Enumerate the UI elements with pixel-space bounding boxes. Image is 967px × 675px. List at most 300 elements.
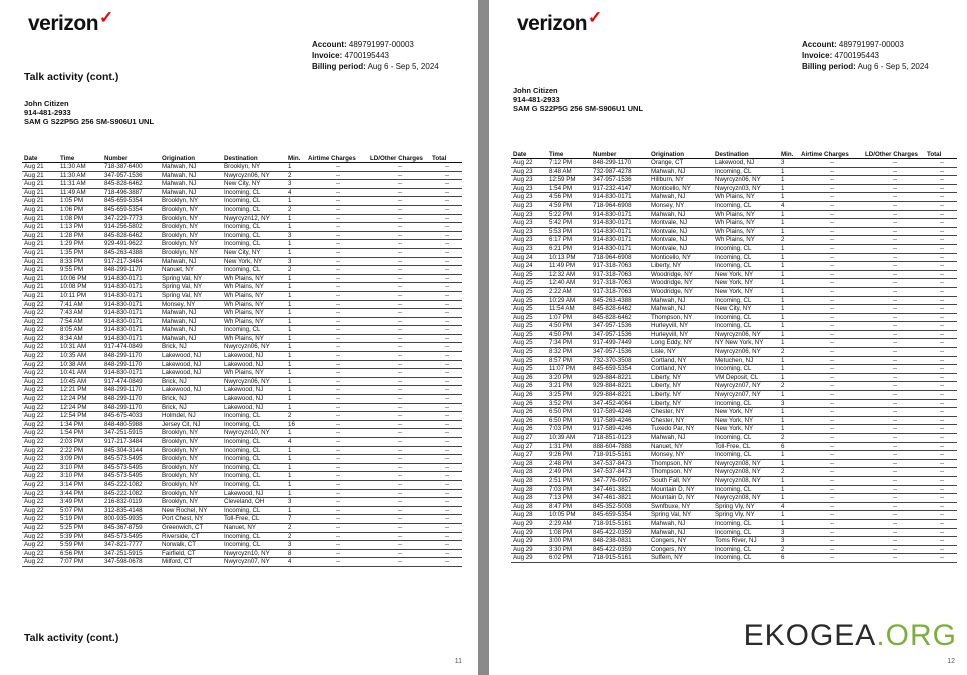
- table-cell: New York, NY: [222, 257, 286, 266]
- table-cell: Woodridge, NY: [649, 270, 713, 279]
- table-cell: --: [925, 528, 957, 537]
- table-cell: 1: [286, 300, 306, 309]
- table-cell: 845-828-6462: [102, 231, 160, 240]
- table-cell: Aug 28: [511, 494, 547, 503]
- table-cell: Nwyrcyzn06, NY: [222, 343, 286, 352]
- table-cell: 845-573-5495: [102, 455, 160, 464]
- table-cell: 845-659-5354: [591, 365, 649, 374]
- table-cell: --: [925, 442, 957, 451]
- table-cell: Aug 22: [22, 403, 58, 412]
- table-row: [511, 330, 957, 339]
- table-cell: --: [863, 236, 925, 245]
- table-cell: Incoming, CL: [713, 451, 779, 460]
- table-cell: --: [306, 438, 368, 447]
- table-cell: NY New York, NY: [713, 339, 779, 348]
- table-row: [22, 180, 462, 189]
- table-cell: New Rochel, NY: [160, 506, 222, 515]
- table-cell: Nwyrcyzn08, NY: [713, 494, 779, 503]
- table-cell: 845-659-5354: [591, 511, 649, 520]
- table-cell: Incoming, CL: [713, 519, 779, 528]
- table-cell: --: [799, 476, 863, 485]
- table-cell: 1: [779, 279, 799, 288]
- table-cell: Aug 22: [22, 300, 58, 309]
- table-cell: Nanuet, NY: [160, 266, 222, 275]
- table-cell: --: [925, 159, 957, 168]
- table-cell: 914-830-0171: [102, 326, 160, 335]
- table-cell: Mahwah, NJ: [160, 309, 222, 318]
- table-cell: 5:39 PM: [58, 532, 102, 541]
- table-cell: --: [925, 399, 957, 408]
- table-cell: 917-318-7063: [591, 262, 649, 271]
- table-cell: --: [430, 455, 462, 464]
- table-cell: Montvale, NJ: [649, 227, 713, 236]
- table-cell: Aug 23: [511, 219, 547, 228]
- table-row: [511, 305, 957, 314]
- table-cell: 1: [286, 334, 306, 343]
- table-row: [511, 270, 957, 279]
- table-cell: --: [925, 391, 957, 400]
- table-cell: 845-263-4388: [102, 248, 160, 257]
- table-cell: --: [863, 330, 925, 339]
- table-cell: Nwyrcyzn06, NY: [713, 330, 779, 339]
- table-cell: Aug 27: [511, 434, 547, 443]
- table-cell: Nwyrcyzn03, NY: [713, 184, 779, 193]
- table-cell: --: [799, 451, 863, 460]
- table-cell: --: [799, 365, 863, 374]
- table-cell: Incoming, CL: [713, 485, 779, 494]
- table-cell: 1: [779, 305, 799, 314]
- table-cell: Nwyrcyzn08, NY: [713, 468, 779, 477]
- table-cell: --: [430, 420, 462, 429]
- table-cell: --: [863, 554, 925, 563]
- column-header: Min.: [286, 155, 306, 163]
- table-cell: --: [306, 412, 368, 421]
- table-row: [22, 489, 462, 498]
- table-row: [511, 287, 957, 296]
- table-cell: 845-659-5354: [102, 205, 160, 214]
- table-row: [22, 549, 462, 558]
- table-cell: 1:28 PM: [58, 231, 102, 240]
- table-cell: Lisle, NY: [649, 348, 713, 357]
- table-cell: 1: [779, 296, 799, 305]
- table-cell: --: [799, 408, 863, 417]
- table-cell: --: [306, 506, 368, 515]
- table-cell: 848-299-1170: [102, 403, 160, 412]
- check-mark-icon: ✓: [99, 8, 113, 27]
- table-cell: Incoming, CL: [713, 262, 779, 271]
- table-cell: New York, NY: [713, 416, 779, 425]
- table-cell: 718-387-6400: [102, 163, 160, 172]
- table-cell: Aug 22: [22, 334, 58, 343]
- table-cell: 718-851-0123: [591, 434, 649, 443]
- table-cell: 845-828-6462: [591, 313, 649, 322]
- table-cell: 914-830-0171: [591, 227, 649, 236]
- table-row: [22, 326, 462, 335]
- column-header: Time: [58, 155, 102, 163]
- table-cell: --: [306, 334, 368, 343]
- table-cell: 6:17 PM: [547, 236, 591, 245]
- table-cell: Aug 22: [22, 352, 58, 361]
- table-cell: 2:03 PM: [58, 438, 102, 447]
- table-cell: Spring Val, NY: [160, 291, 222, 300]
- table-cell: 347-537-8473: [591, 459, 649, 468]
- table-cell: Spring Vly, NY: [713, 511, 779, 520]
- table-cell: Mahwah, NJ: [649, 519, 713, 528]
- table-cell: --: [863, 184, 925, 193]
- table-row: [511, 425, 957, 434]
- table-cell: Mahwah, NJ: [649, 193, 713, 202]
- table-cell: 1: [779, 339, 799, 348]
- table-cell: --: [799, 434, 863, 443]
- table-cell: Incoming, CL: [222, 438, 286, 447]
- table-cell: --: [925, 219, 957, 228]
- table-cell: 2: [286, 171, 306, 180]
- table-cell: --: [799, 348, 863, 357]
- table-cell: 1: [286, 274, 306, 283]
- table-cell: 1: [286, 291, 306, 300]
- table-cell: --: [368, 214, 430, 223]
- table-cell: 347-957-1536: [591, 348, 649, 357]
- table-cell: 1: [286, 163, 306, 172]
- table-cell: Incoming, CL: [222, 412, 286, 421]
- table-row: [22, 360, 462, 369]
- table-row: [22, 300, 462, 309]
- table-cell: --: [863, 373, 925, 382]
- table-row: [22, 446, 462, 455]
- table-cell: --: [925, 485, 957, 494]
- table-cell: --: [368, 283, 430, 292]
- table-cell: 4:50 PM: [547, 330, 591, 339]
- table-cell: Hillburn, NY: [649, 176, 713, 185]
- table-cell: Incoming, CL: [222, 266, 286, 275]
- table-cell: Monsey, NY: [649, 201, 713, 210]
- table-cell: --: [306, 515, 368, 524]
- table-row: [22, 352, 462, 361]
- table-cell: Brick, NJ: [160, 343, 222, 352]
- table-cell: --: [799, 193, 863, 202]
- table-cell: --: [799, 296, 863, 305]
- table-cell: 1:07 PM: [547, 313, 591, 322]
- table-cell: 845-422-0359: [591, 545, 649, 554]
- table-cell: --: [863, 468, 925, 477]
- table-cell: 3: [286, 231, 306, 240]
- table-cell: 8:57 PM: [547, 356, 591, 365]
- table-row: [511, 442, 957, 451]
- table-row: [511, 451, 957, 460]
- table-cell: --: [430, 506, 462, 515]
- table-cell: --: [430, 463, 462, 472]
- table-cell: --: [863, 545, 925, 554]
- table-cell: --: [430, 343, 462, 352]
- table-cell: Montvale, NJ: [649, 219, 713, 228]
- table-row: [511, 391, 957, 400]
- table-cell: --: [430, 317, 462, 326]
- table-cell: 6:21 PM: [547, 244, 591, 253]
- table-cell: 11:07 PM: [547, 365, 591, 374]
- table-cell: --: [430, 180, 462, 189]
- table-cell: Aug 24: [511, 262, 547, 271]
- table-cell: 7:07 PM: [58, 558, 102, 567]
- table-cell: --: [368, 455, 430, 464]
- table-cell: --: [306, 291, 368, 300]
- table-row: [511, 408, 957, 417]
- column-header: Number: [591, 151, 649, 159]
- table-cell: Aug 21: [22, 223, 58, 232]
- table-cell: --: [368, 205, 430, 214]
- table-cell: Spring Val, NY: [649, 511, 713, 520]
- table-cell: --: [799, 545, 863, 554]
- table-row: [22, 223, 462, 232]
- table-cell: 2: [286, 523, 306, 532]
- table-cell: Aug 27: [511, 451, 547, 460]
- table-cell: Thompson, NY: [649, 313, 713, 322]
- table-cell: 917-232-4147: [591, 184, 649, 193]
- table-cell: Thompson, NY: [649, 459, 713, 468]
- table-cell: Mahwah, NJ: [160, 326, 222, 335]
- table-cell: Aug 25: [511, 365, 547, 374]
- table-cell: 1: [286, 343, 306, 352]
- table-row: [511, 159, 957, 168]
- table-cell: Lakewood, NJ: [222, 395, 286, 404]
- table-cell: --: [799, 382, 863, 391]
- table-cell: --: [863, 253, 925, 262]
- table-cell: Aug 22: [22, 438, 58, 447]
- table-cell: --: [925, 502, 957, 511]
- table-cell: Aug 21: [22, 283, 58, 292]
- table-row: [22, 541, 462, 550]
- table-cell: --: [925, 554, 957, 563]
- table-cell: 1:54 PM: [58, 429, 102, 438]
- table-cell: VM Deposit, CL: [713, 373, 779, 382]
- talk-activity-table: [511, 151, 957, 563]
- table-cell: --: [306, 420, 368, 429]
- table-cell: --: [799, 322, 863, 331]
- table-cell: Aug 26: [511, 416, 547, 425]
- table-cell: Aug 21: [22, 214, 58, 223]
- table-cell: --: [863, 365, 925, 374]
- table-cell: --: [799, 236, 863, 245]
- table-cell: --: [430, 438, 462, 447]
- table-row: [22, 283, 462, 292]
- table-cell: 6:50 PM: [547, 416, 591, 425]
- table-cell: Aug 25: [511, 313, 547, 322]
- table-cell: --: [925, 184, 957, 193]
- table-cell: Wh Plains, NY: [222, 309, 286, 318]
- table-cell: --: [368, 558, 430, 567]
- table-cell: Mahwah, NJ: [649, 528, 713, 537]
- table-cell: --: [368, 438, 430, 447]
- table-cell: Aug 28: [511, 502, 547, 511]
- table-cell: --: [925, 545, 957, 554]
- table-cell: 3:14 PM: [58, 480, 102, 489]
- column-header: Date: [511, 151, 547, 159]
- table-cell: --: [925, 373, 957, 382]
- table-cell: --: [863, 219, 925, 228]
- table-cell: 7:12 PM: [547, 159, 591, 168]
- table-cell: --: [430, 214, 462, 223]
- table-cell: --: [306, 352, 368, 361]
- table-cell: Nwyrcyzn10, NY: [222, 549, 286, 558]
- table-cell: 5:25 PM: [58, 523, 102, 532]
- table-cell: Hurleyvill, NY: [649, 330, 713, 339]
- table-cell: --: [306, 266, 368, 275]
- table-cell: Fairfield, CT: [160, 549, 222, 558]
- table-cell: --: [306, 205, 368, 214]
- table-cell: Aug 29: [511, 545, 547, 554]
- table-cell: Aug 26: [511, 408, 547, 417]
- table-cell: 12:24 PM: [58, 403, 102, 412]
- table-cell: 5:22 PM: [547, 210, 591, 219]
- table-row: [511, 227, 957, 236]
- table-cell: Brooklyn, NY: [160, 231, 222, 240]
- table-cell: --: [863, 287, 925, 296]
- table-cell: 5:42 PM: [547, 219, 591, 228]
- table-cell: Monsey, NY: [649, 451, 713, 460]
- table-cell: --: [306, 326, 368, 335]
- table-cell: 10:29 AM: [547, 296, 591, 305]
- table-cell: Incoming, CL: [713, 244, 779, 253]
- table-cell: 2: [779, 545, 799, 554]
- table-cell: Incoming, CL: [222, 541, 286, 550]
- table-cell: 929-884-8221: [591, 382, 649, 391]
- table-cell: Nwyrcyzn08, NY: [713, 476, 779, 485]
- table-cell: 16: [286, 420, 306, 429]
- table-cell: --: [863, 339, 925, 348]
- table-cell: Incoming, CL: [222, 532, 286, 541]
- table-cell: Metuchen, NJ: [713, 356, 779, 365]
- column-header: Destination: [222, 155, 286, 163]
- table-row: [22, 317, 462, 326]
- table-cell: Aug 29: [511, 537, 547, 546]
- table-cell: 929-884-8221: [591, 391, 649, 400]
- table-row: [511, 382, 957, 391]
- table-cell: --: [368, 240, 430, 249]
- table-cell: New York, NY: [713, 279, 779, 288]
- table-cell: 6:02 PM: [547, 554, 591, 563]
- table-cell: --: [863, 176, 925, 185]
- table-cell: 10:06 PM: [58, 274, 102, 283]
- table-cell: Aug 22: [22, 317, 58, 326]
- table-cell: Nanuet, NY: [222, 523, 286, 532]
- table-cell: Brick, NJ: [160, 395, 222, 404]
- table-cell: Cortland, NY: [649, 356, 713, 365]
- table-cell: --: [925, 296, 957, 305]
- table-row: [22, 309, 462, 318]
- table-cell: 12:32 AM: [547, 270, 591, 279]
- table-cell: 11:30 AM: [58, 163, 102, 172]
- table-cell: 1: [779, 373, 799, 382]
- table-cell: Wh Plains, NY: [222, 334, 286, 343]
- table-cell: 917-217-3484: [102, 257, 160, 266]
- table-cell: Brick, NJ: [160, 377, 222, 386]
- table-cell: --: [430, 188, 462, 197]
- table-row: [22, 343, 462, 352]
- page-number: 11: [454, 658, 462, 665]
- table-cell: Incoming, CL: [222, 205, 286, 214]
- table-cell: Incoming, CL: [713, 365, 779, 374]
- table-cell: --: [925, 468, 957, 477]
- column-header: Airtime Charges: [799, 151, 863, 159]
- table-cell: Mahwah, NJ: [649, 210, 713, 219]
- table-cell: 914-830-0171: [591, 236, 649, 245]
- table-cell: --: [925, 176, 957, 185]
- table-cell: --: [306, 558, 368, 567]
- table-cell: --: [430, 369, 462, 378]
- table-cell: Brooklyn, NY: [160, 455, 222, 464]
- table-cell: --: [430, 532, 462, 541]
- table-cell: Aug 21: [22, 266, 58, 275]
- table-cell: Incoming, CL: [222, 446, 286, 455]
- table-cell: --: [863, 313, 925, 322]
- table-cell: --: [925, 451, 957, 460]
- table-cell: --: [306, 498, 368, 507]
- table-cell: --: [368, 412, 430, 421]
- table-cell: Aug 29: [511, 554, 547, 563]
- table-cell: --: [799, 519, 863, 528]
- table-cell: 1: [779, 519, 799, 528]
- table-cell: Brooklyn, NY: [160, 480, 222, 489]
- table-cell: Aug 22: [22, 541, 58, 550]
- table-cell: Mahwah, NJ: [160, 163, 222, 172]
- table-cell: Incoming, CL: [222, 463, 286, 472]
- table-cell: 4: [779, 201, 799, 210]
- table-cell: --: [799, 244, 863, 253]
- table-row: [511, 244, 957, 253]
- table-cell: --: [863, 425, 925, 434]
- table-cell: --: [863, 167, 925, 176]
- table-cell: Lakewood, NJ: [222, 403, 286, 412]
- table-cell: --: [430, 395, 462, 404]
- table-cell: 1: [779, 425, 799, 434]
- table-cell: 1: [286, 309, 306, 318]
- table-cell: Aug 22: [22, 480, 58, 489]
- table-cell: 1: [779, 253, 799, 262]
- table-cell: 914-830-0171: [102, 274, 160, 283]
- table-cell: Mahwah, NJ: [649, 434, 713, 443]
- table-row: [22, 506, 462, 515]
- table-cell: Orange, CT: [649, 159, 713, 168]
- table-cell: 2:48 PM: [547, 459, 591, 468]
- table-row: [511, 399, 957, 408]
- table-cell: 1: [286, 506, 306, 515]
- table-cell: 9:55 PM: [58, 266, 102, 275]
- table-cell: --: [799, 184, 863, 193]
- table-cell: Wh Plains, NY: [713, 193, 779, 202]
- table-cell: Mahwah, NJ: [160, 188, 222, 197]
- table-cell: --: [799, 528, 863, 537]
- table-cell: 8: [286, 549, 306, 558]
- table-cell: 3: [286, 541, 306, 550]
- table-cell: Aug 21: [22, 240, 58, 249]
- table-cell: 1: [779, 193, 799, 202]
- table-cell: Spring Vly, NY: [713, 502, 779, 511]
- table-cell: --: [368, 532, 430, 541]
- table-cell: --: [799, 425, 863, 434]
- column-header: Total: [925, 151, 957, 159]
- table-cell: 4:50 PM: [547, 322, 591, 331]
- table-cell: Incoming, CL: [713, 399, 779, 408]
- table-cell: 1:34 PM: [58, 420, 102, 429]
- verizon-logo: verizon✓: [517, 8, 602, 35]
- table-cell: 4:59 PM: [547, 201, 591, 210]
- table-cell: 3: [286, 180, 306, 189]
- table-cell: 2: [779, 236, 799, 245]
- table-cell: --: [306, 283, 368, 292]
- table-cell: --: [863, 391, 925, 400]
- table-cell: --: [863, 494, 925, 503]
- table-cell: 1: [286, 223, 306, 232]
- table-cell: 1: [779, 262, 799, 271]
